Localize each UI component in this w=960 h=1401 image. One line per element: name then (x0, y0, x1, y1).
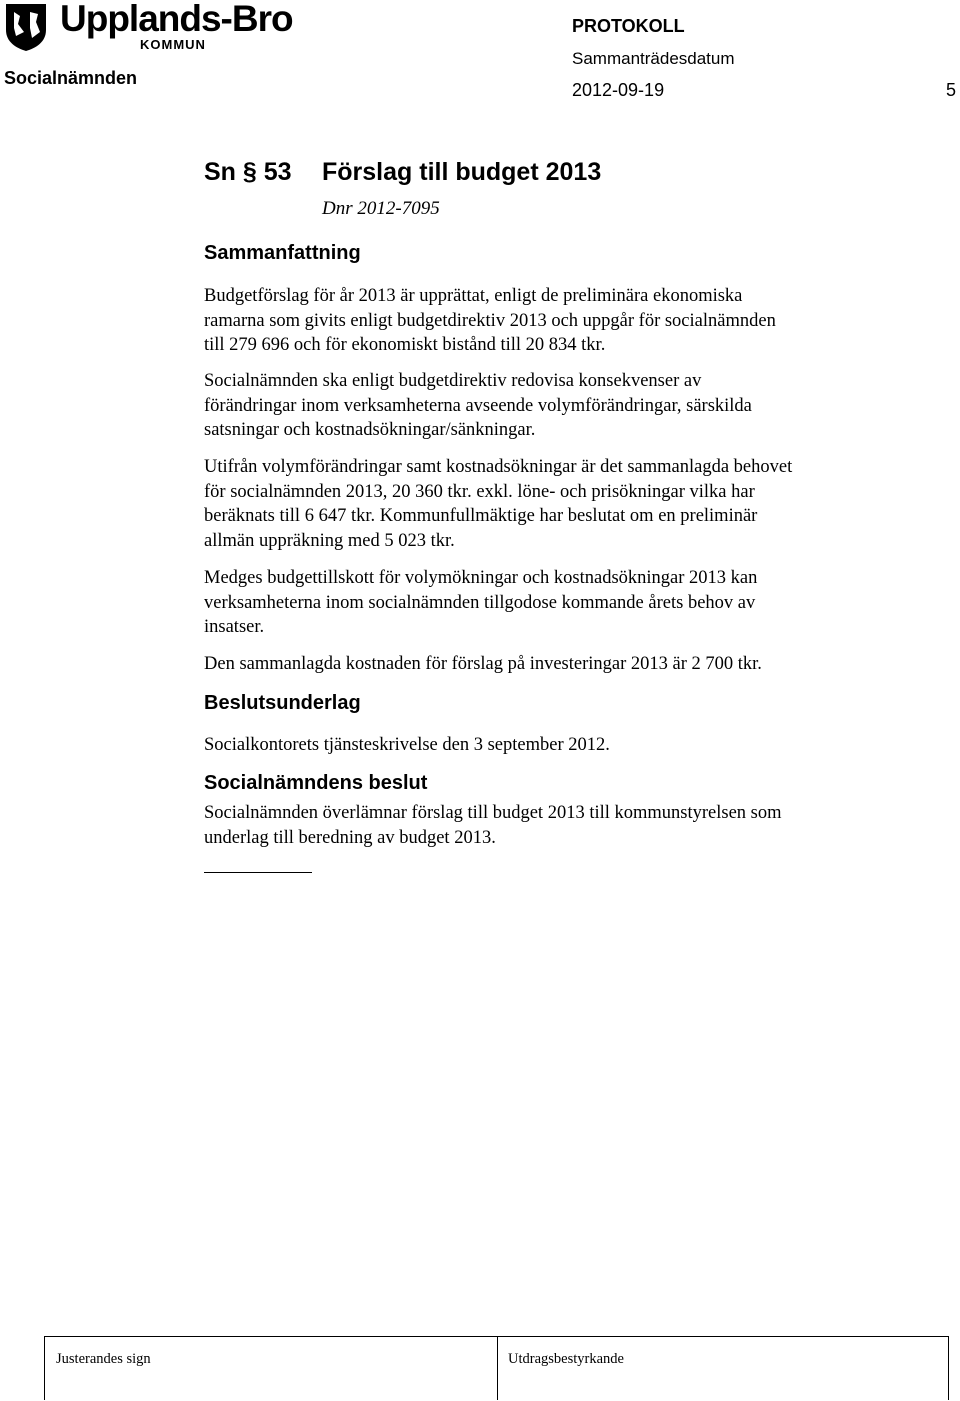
meeting-date-label: Sammanträdesdatum (572, 49, 735, 68)
diary-number: Dnr 2012-7095 (322, 198, 440, 219)
summary-paragraph-3 (204, 455, 904, 553)
text-line: Medges budgettillskott för volymökningar och kostnadsökningar 2013 kan (204, 568, 758, 588)
meeting-date: 2012-09-19 (572, 80, 665, 100)
page-number: 5 (946, 80, 957, 100)
end-rule (204, 872, 312, 873)
footer-sign-label: Justerandes sign (56, 1351, 151, 1367)
text-line: Den sammanlagda kostnaden för förslag på investeringar 2013 är 2 700 tkr. (204, 654, 762, 674)
footer-divider-middle (497, 1336, 498, 1400)
summary-paragraph-4 (204, 566, 904, 640)
coat-of-arms-icon (4, 2, 48, 52)
text-line: förändringar inom verksamheterna avseende volymförändringar, särskilda (204, 395, 752, 416)
logo-wordmark: Upplands-Bro (60, 0, 293, 39)
kommun-logo (4, 0, 304, 56)
text-line: allmän uppräkning med 5 023 tkr. (204, 530, 455, 551)
text-line: Socialnämnden ska enligt budgetdirektiv redovisa konsekvenser av (204, 371, 702, 391)
text-line: ramarna som givits enligt budgetdirektiv 2013 och uppgår för socialnämnden (204, 310, 776, 331)
section-title: Förslag till budget 2013 (322, 158, 602, 186)
summary-paragraph-2 (204, 369, 904, 443)
text-line: satsningar och kostnadsökningar/sänkningar. (204, 420, 536, 441)
footer-divider-right (948, 1336, 949, 1400)
text-line: insatser. (204, 617, 265, 638)
footer-divider-left (44, 1336, 45, 1400)
text-line: Socialnämnden överlämnar förslag till budget 2013 till kommunstyrelsen som (204, 803, 782, 823)
paragraph-number: Sn § 53 (204, 158, 292, 186)
department-name: Socialnämnden (4, 68, 138, 88)
basis-text (204, 733, 904, 758)
logo-subtitle: KOMMUN (140, 37, 206, 52)
text-line: för socialnämnden 2013, 20 360 tkr. exkl. löne- och prisökningar vilka har (204, 481, 755, 502)
basis-heading: Beslutsunderlag (204, 692, 361, 714)
text-line: Budgetförslag för år 2013 är upprättat, enligt de preliminära ekonomiska (204, 286, 743, 306)
footer-cert-label: Utdragsbestyrkande (508, 1351, 624, 1367)
summary-paragraph-5 (204, 652, 904, 677)
text-line: underlag till beredning av budget 2013. (204, 827, 496, 848)
document-type: PROTOKOLL (572, 16, 685, 36)
decision-heading: Socialnämndens beslut (204, 772, 428, 794)
summary-heading: Sammanfattning (204, 242, 361, 264)
decision-text (204, 801, 904, 850)
text-line: till 279 696 och för ekonomiskt bistånd till 20 834 tkr. (204, 335, 606, 356)
text-line: beräknats till 6 647 tkr. Kommunfullmäktige har beslutat om en preliminär (204, 506, 758, 527)
text-line: Socialkontorets tjänsteskrivelse den 3 september 2012. (204, 735, 610, 755)
text-line: verksamheterna inom socialnämnden tillgodose kommande årets behov av (204, 592, 756, 613)
summary-paragraph-1 (204, 284, 904, 358)
footer-rule (44, 1336, 948, 1337)
text-line: Utifrån volymförändringar samt kostnadsökningar är det sammanlagda behovet (204, 457, 793, 477)
